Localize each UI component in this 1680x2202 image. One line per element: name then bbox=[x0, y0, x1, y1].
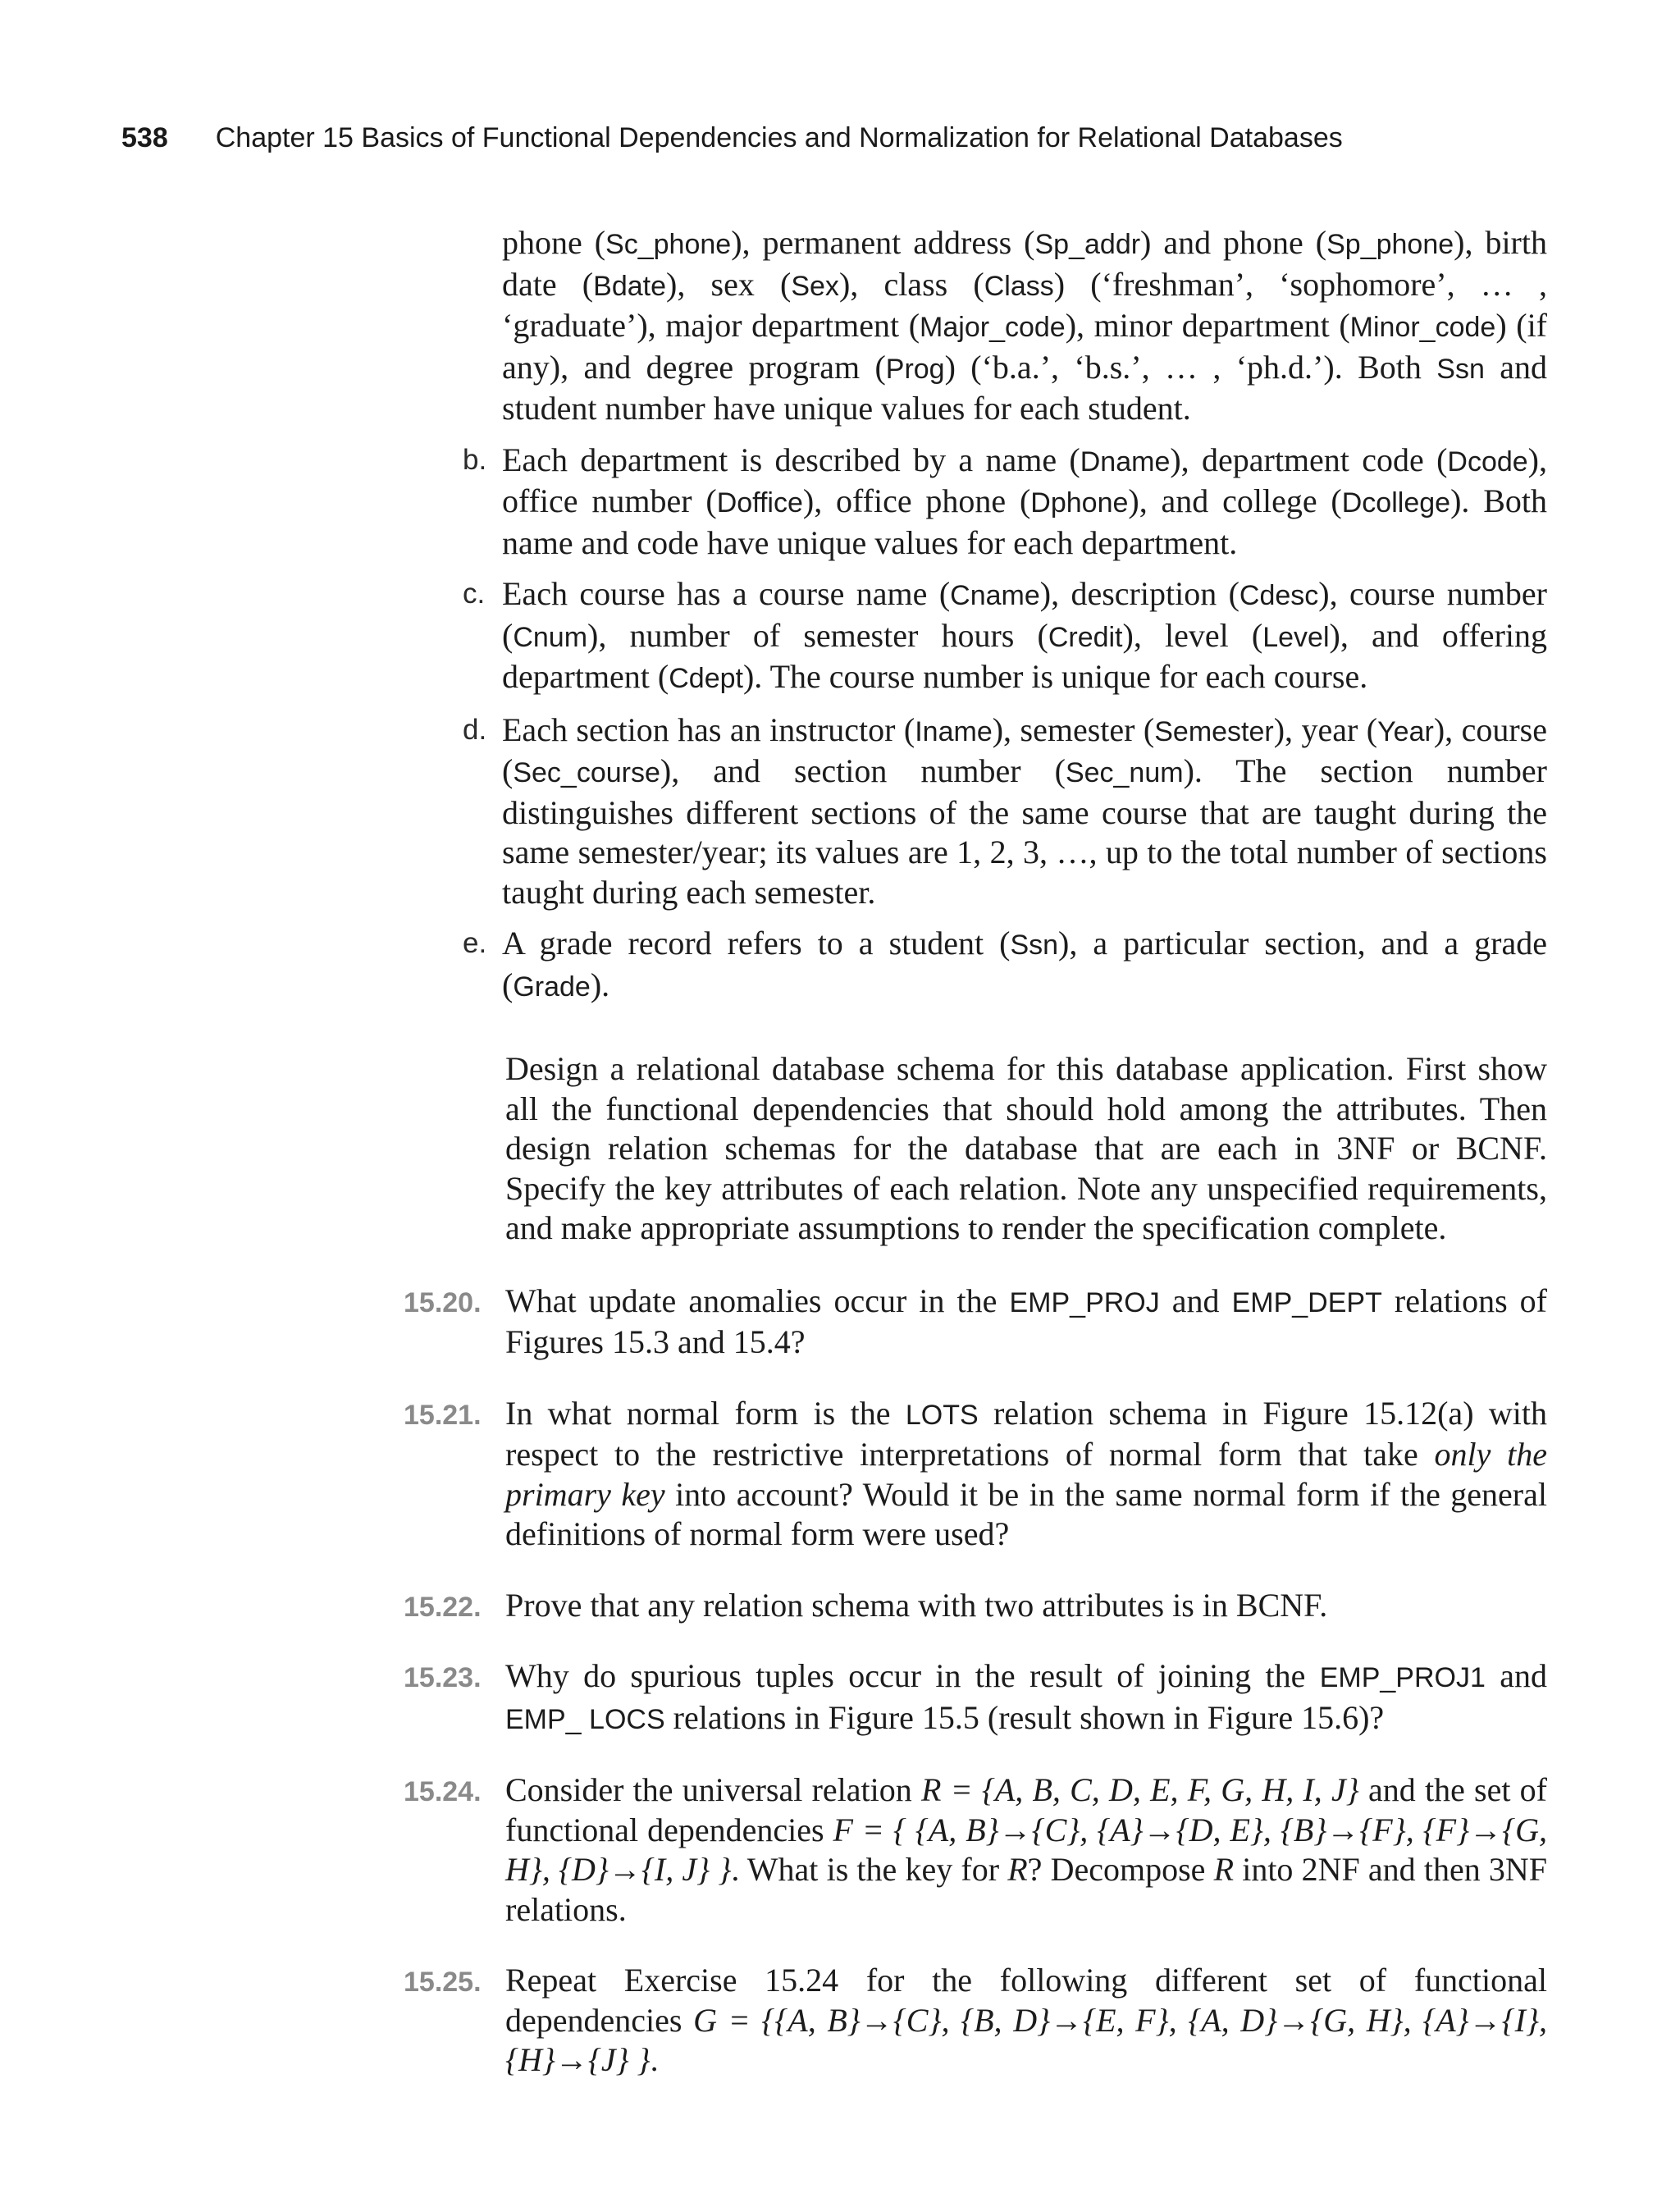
text: and bbox=[1485, 1657, 1547, 1694]
text: ). The course number is unique for each course. bbox=[742, 658, 1368, 695]
text: relations of Figures 15.3 and 15.4? bbox=[505, 1281, 1547, 1360]
requirement-c bbox=[463, 574, 1547, 699]
text: ), and offering department ( bbox=[502, 616, 1547, 695]
text: ) and phone ( bbox=[1140, 224, 1327, 261]
requirement-a-continued bbox=[502, 223, 1547, 429]
text: ), course ( bbox=[502, 710, 1548, 789]
attr-sp-phone: Sp_phone bbox=[1326, 229, 1454, 260]
text: and student number have unique values for each student. bbox=[502, 348, 1547, 427]
text: ), and section number ( bbox=[660, 752, 1066, 789]
exercise-15-20 bbox=[404, 1281, 1547, 1363]
attr-dname: Dname bbox=[1080, 445, 1171, 477]
attr-ssn: Ssn bbox=[1436, 353, 1485, 385]
attr-year: Year bbox=[1377, 715, 1434, 747]
text: Each course has a course name ( bbox=[502, 575, 951, 612]
text: ), and college ( bbox=[1128, 482, 1342, 519]
exercise-number: 15.22. bbox=[404, 1591, 482, 1623]
text: phone ( bbox=[502, 224, 606, 261]
attr-prog: Prog bbox=[885, 353, 945, 385]
text: ), office number ( bbox=[502, 441, 1547, 519]
attr-cname: Cname bbox=[950, 580, 1040, 611]
math-expression: R = {A, B, C, D, E, F, G, H, I, J} bbox=[920, 1771, 1359, 1808]
attr-sc-phone: Sc_phone bbox=[605, 229, 732, 260]
text: ), level ( bbox=[1122, 616, 1263, 654]
text: ), class ( bbox=[838, 265, 984, 303]
relation-emp-proj: EMP_PROJ bbox=[1009, 1286, 1160, 1318]
attr-iname: Iname bbox=[915, 715, 993, 747]
page-number: 538 bbox=[121, 122, 168, 153]
attr-ssn: Ssn bbox=[1010, 930, 1059, 961]
text: What update anomalies occur in the bbox=[505, 1281, 1010, 1319]
text: ). The section number distinguishes different sections of the same course that are taught during the same semester/year; its values are 1, 2, 3, …, up to the total number of sections taught during each semester. bbox=[502, 752, 1547, 911]
page-body bbox=[0, 223, 1680, 2112]
attr-dcollege: Dcollege bbox=[1341, 487, 1451, 519]
math-expression: F = { {A, B}→{C}, {A}→{D, E}, {B}→{F}, {F}→{G, H}, {D}→{I, J} } bbox=[505, 1811, 1547, 1888]
exercise-number: 15.21. bbox=[404, 1399, 482, 1431]
attr-class: Class bbox=[984, 270, 1054, 302]
exercise-number: 15.23. bbox=[404, 1662, 482, 1693]
text: ), year ( bbox=[1273, 710, 1378, 748]
attr-semester: Semester bbox=[1154, 715, 1274, 747]
relation-emp-proj1: EMP_PROJ1 bbox=[1319, 1662, 1486, 1693]
text: into account? Would it be in the same normal form if the general definitions of normal form were used? bbox=[505, 1475, 1547, 1552]
attr-bdate: Bdate bbox=[593, 270, 666, 302]
math-expression: R bbox=[1213, 1851, 1235, 1888]
text: Why do spurious tuples occur in the result of joining the bbox=[505, 1657, 1320, 1694]
requirements-list bbox=[463, 223, 1548, 1007]
text: . bbox=[650, 2041, 659, 2078]
attr-major-code: Major_code bbox=[920, 312, 1066, 343]
exercise-15-22 bbox=[404, 1586, 1547, 1626]
text: Each department is described by a name ( bbox=[502, 441, 1080, 478]
text: ) (if any), and degree program ( bbox=[502, 307, 1548, 386]
exercise-number: 15.25. bbox=[404, 1967, 482, 1998]
attr-sec-num: Sec_num bbox=[1065, 757, 1184, 788]
text: ), course number ( bbox=[502, 575, 1547, 654]
item-marker: e. bbox=[463, 927, 487, 959]
exercise-number: 15.24. bbox=[404, 1776, 482, 1807]
text: relations in Figure 15.5 (result shown in Figure 15.6)? bbox=[664, 1698, 1385, 1736]
relation-lots: LOTS bbox=[905, 1399, 979, 1431]
attr-minor-code: Minor_code bbox=[1349, 312, 1496, 343]
text: Repeat Exercise 15.24 for the following different set of functional dependencies bbox=[505, 1962, 1547, 2039]
running-title: Chapter 15 Basics of Functional Dependencies and Normalization for Relational Databases bbox=[215, 122, 1343, 153]
attr-credit: Credit bbox=[1048, 621, 1123, 653]
running-header bbox=[121, 121, 1598, 154]
text: ), minor department ( bbox=[1065, 307, 1350, 344]
attr-cnum: Cnum bbox=[513, 621, 588, 653]
requirement-e bbox=[463, 924, 1547, 1007]
attr-dphone: Dphone bbox=[1030, 487, 1129, 519]
text: ), a particular section, and a grade ( bbox=[502, 925, 1547, 1003]
text: ). bbox=[590, 966, 610, 1003]
text: ), birth date ( bbox=[502, 224, 1547, 303]
attr-grade: Grade bbox=[513, 971, 591, 1003]
text: ) (‘freshman’, ‘sophomore’, … , ‘graduate’), major department ( bbox=[502, 265, 1547, 344]
exercise-15-21 bbox=[404, 1394, 1547, 1555]
attr-doffice: Doffice bbox=[716, 487, 803, 519]
text: into 2NF and then 3NF relations. bbox=[505, 1851, 1547, 1928]
exercise-15-25 bbox=[404, 1961, 1547, 2081]
text: ), description ( bbox=[1039, 575, 1239, 612]
math-expression: R bbox=[1007, 1851, 1028, 1888]
text: Each section has an instructor ( bbox=[502, 710, 915, 748]
attr-dcode: Dcode bbox=[1447, 445, 1528, 477]
design-paragraph: Design a relational database schema for this database application. First show all the functional dependencies that should hold among the attributes. Then design relation schemas for the database that are each in 3NF or BCNF. Specify the key attributes of each relation. Note any unspecified requirements, and make appropriate assumptions to render the specification complete. bbox=[505, 1050, 1547, 1246]
exercise-list bbox=[404, 1281, 1548, 2081]
item-marker: b. bbox=[463, 443, 487, 476]
requirement-b bbox=[463, 441, 1547, 564]
item-marker: d. bbox=[463, 713, 487, 746]
attr-level: Level bbox=[1262, 621, 1330, 653]
text: ), sex ( bbox=[666, 265, 792, 303]
text: ), office phone ( bbox=[802, 482, 1031, 519]
relation-emp-locs: EMP_ LOCS bbox=[505, 1703, 665, 1735]
exercise-15-24 bbox=[404, 1770, 1548, 1930]
text: ). Both name and code have unique values for each department. bbox=[502, 482, 1547, 561]
attr-sp-addr: Sp_addr bbox=[1034, 229, 1141, 260]
text: and bbox=[1159, 1281, 1232, 1319]
text: ), number of semester hours ( bbox=[587, 616, 1048, 654]
text: A grade record refers to a student ( bbox=[502, 925, 1011, 962]
item-marker: c. bbox=[463, 578, 486, 610]
relation-emp-dept: EMP_DEPT bbox=[1231, 1286, 1382, 1318]
text: relation schema in Figure 15.12(a) with respect to the restrictive interpretations of normal form that take bbox=[505, 1394, 1547, 1473]
text: In what normal form is the bbox=[505, 1394, 906, 1432]
text: Consider the universal relation bbox=[505, 1771, 921, 1808]
attr-cdesc: Cdesc bbox=[1239, 580, 1319, 611]
exercise-15-23 bbox=[404, 1656, 1547, 1739]
text: ), permanent address ( bbox=[731, 224, 1035, 261]
requirement-d bbox=[463, 710, 1548, 913]
text: ) (‘b.a.’, ‘b.s.’, … , ‘ph.d.’). Both bbox=[944, 348, 1437, 386]
attr-sec-course: Sec_course bbox=[513, 757, 660, 788]
text: and the set of functional dependencies bbox=[505, 1771, 1548, 1848]
attr-cdept: Cdept bbox=[669, 663, 743, 694]
math-expression: G = {{A, B}→{C}, {B, D}→{E, F}, {A, D}→{G, H}, {A}→{I}, {H}→{J} } bbox=[505, 2001, 1547, 2078]
exercise-number: 15.20. bbox=[404, 1286, 482, 1318]
text: ), department code ( bbox=[1170, 441, 1448, 478]
text: ), semester ( bbox=[992, 710, 1155, 748]
text: ? Decompose bbox=[1027, 1851, 1214, 1888]
attr-sex: Sex bbox=[791, 270, 839, 302]
text: Prove that any relation schema with two attributes is in BCNF. bbox=[505, 1586, 1328, 1624]
text: . What is the key for bbox=[731, 1851, 1008, 1888]
emphasis-text: only the primary key bbox=[505, 1436, 1547, 1513]
